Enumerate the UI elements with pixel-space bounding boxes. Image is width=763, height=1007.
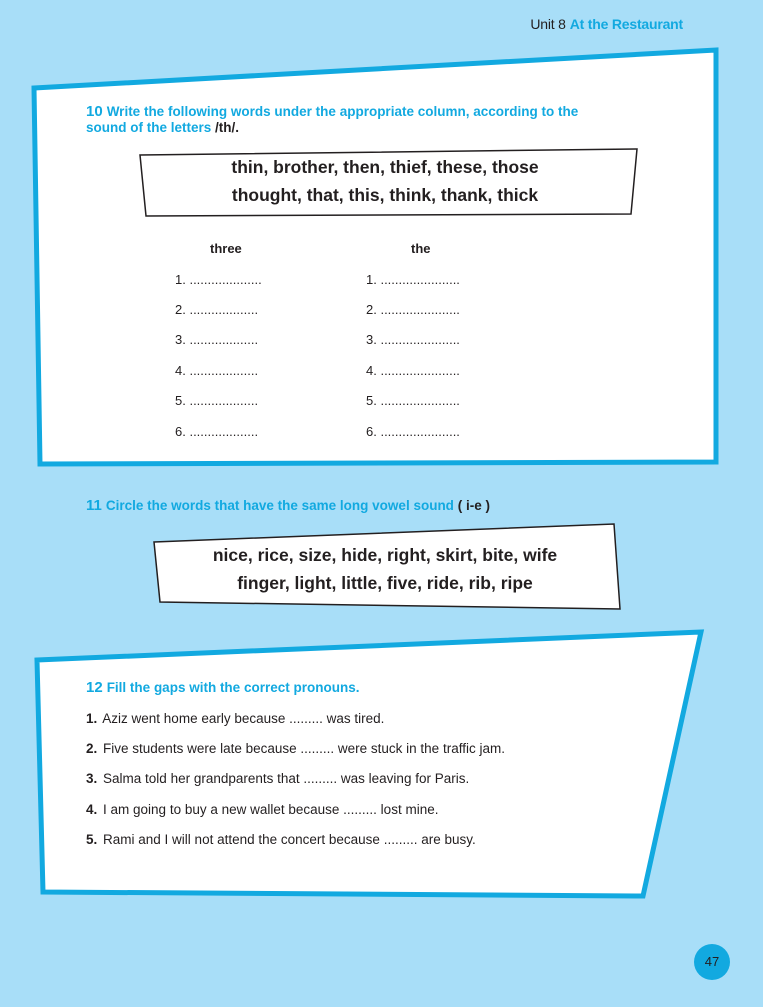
ex11-word-box (154, 524, 620, 609)
ex10-col2-row[interactable]: 2. ...................... (366, 302, 460, 317)
ex10-col2-row[interactable]: 6. ...................... (366, 424, 460, 439)
ex10-col1-row[interactable]: 2. ................... (175, 302, 259, 317)
ex10-col1-row[interactable]: 3. ................... (175, 332, 259, 347)
ex10-col2-row[interactable]: 1. ...................... (366, 272, 460, 287)
ex11-instruction (86, 498, 686, 514)
sentence-number: 2. (86, 741, 98, 756)
ex10-col1-row[interactable]: 5. ................... (175, 393, 259, 408)
sentence-number: 1. (86, 711, 98, 726)
ex10-col2-row[interactable]: 4. ...................... (366, 363, 460, 378)
sentence-number: 4. (86, 802, 98, 817)
page-number: 47 (694, 944, 730, 980)
sentence-text: I am going to buy a new wallet because ......... lost mine. (103, 802, 439, 817)
sentence-text: Five students were late because ......... were stuck in the traffic jam. (103, 741, 505, 756)
ex10-col2-row[interactable]: 3. ...................... (366, 332, 460, 347)
ex10-words-line2: thought, that, this, think, thank, thick (231, 185, 539, 205)
ex12-sentence[interactable] (86, 711, 384, 726)
ex12-sentence[interactable] (86, 741, 505, 756)
ex12-sentence[interactable] (86, 802, 438, 817)
ex12-sentence[interactable] (86, 771, 469, 786)
ex11-number: 11 (86, 497, 102, 514)
ex11-instruction-text: Circle the words that have the same long vowel sound (105, 498, 454, 513)
ex10-instruction (86, 104, 686, 136)
sentence-text: Aziz went home early because ......... was tired. (102, 711, 385, 726)
ex12-instruction-text: Fill the gaps with the correct pronouns. (106, 680, 360, 695)
ex10-words-line1: thin, brother, then, thief, these, those (231, 157, 539, 177)
ex12-instruction (86, 680, 586, 696)
sentence-text: Salma told her grandparents that ......... was leaving for Paris. (103, 771, 470, 786)
ex10-col1-row[interactable]: 6. ................... (175, 424, 259, 439)
ex10-sound: /th/. (215, 120, 240, 135)
ex11-words-line1[interactable]: nice, rice, size, hide, right, skirt, bite, wife (212, 545, 558, 565)
ex12-sentence[interactable] (86, 832, 476, 847)
sentence-text: Rami and I will not attend the concert because ......... are busy. (103, 832, 476, 847)
ex12-number: 12 (86, 679, 103, 696)
ex10-instruction-line2: sound of the letters (86, 120, 212, 135)
ex10-col1-row[interactable]: 1. .................... (175, 272, 262, 287)
ex10-col1-row[interactable]: 4. ................... (175, 363, 259, 378)
sentence-number: 3. (86, 771, 98, 786)
ex10-col1-header: three (210, 241, 242, 256)
unit-label: Unit 8 (530, 16, 566, 32)
ex12-panel (37, 632, 701, 896)
ex10-instruction-line1: Write the following words under the appropriate column, according to the (106, 104, 579, 119)
ex11-sound: ( i-e ) (457, 498, 490, 513)
unit-title: At the Restaurant (569, 16, 683, 32)
ex10-col2-row[interactable]: 5. ...................... (366, 393, 460, 408)
ex10-col2-header: the (411, 241, 431, 256)
ex11-words-line2[interactable]: finger, light, little, five, ride, rib, ripe (237, 573, 533, 593)
sentence-number: 5. (86, 832, 98, 847)
ex10-number: 10 (86, 103, 103, 120)
